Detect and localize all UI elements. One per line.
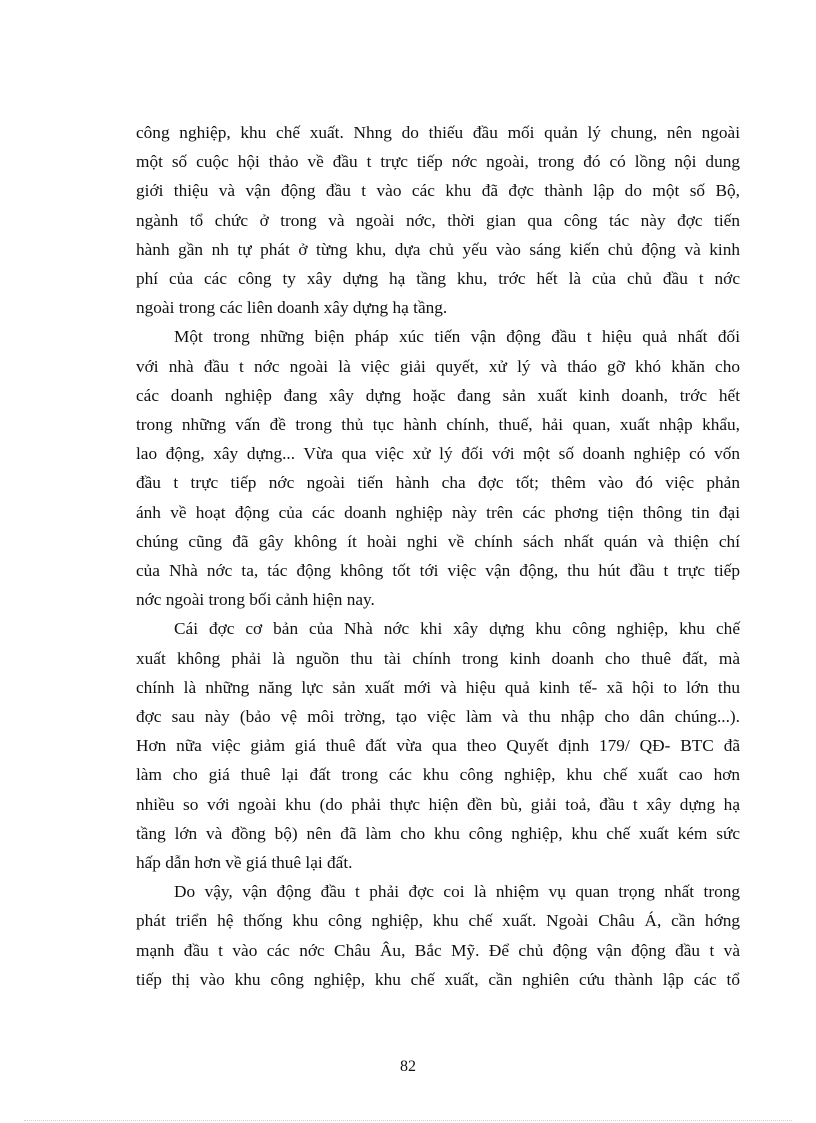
text-line: đợc sau này (bảo vệ môi trờng, tạo việc làm và thu nhập cho dân chúng...). bbox=[136, 707, 740, 727]
text-line: nhiều so với ngoài khu (do phải thực hiện đền bù, giải toả, đầu t xây dựng hạ bbox=[136, 794, 740, 814]
text-line: giới thiệu và vận động đầu t vào các khu đã đợc thành lập do một số Bộ, bbox=[136, 181, 740, 201]
text-line: làm cho giá thuê lại đất trong các khu công nghiệp, khu chế xuất cao hơn bbox=[136, 765, 740, 785]
text-line: xuất không phải là nguồn thu tài chính trong kinh doanh cho thuê đất, mà bbox=[136, 648, 740, 668]
text-line: với nhà đầu t nớc ngoài là việc giải quyết, xử lý và tháo gỡ khó khăn cho bbox=[136, 356, 740, 376]
text-line: Do vậy, vận động đầu t phải đợc coi là nhiệm vụ quan trọng nhất trong bbox=[174, 882, 740, 902]
text-line: Hơn nữa việc giảm giá thuê đất vừa qua theo Quyết định 179/ QĐ- BTC đã bbox=[136, 736, 740, 756]
text-line: hấp dẫn hơn về giá thuê lại đất. bbox=[136, 853, 353, 873]
text-line: phí của các công ty xây dựng hạ tầng khu, trớc hết là của chủ đầu t nớc bbox=[136, 269, 740, 289]
body-paragraph-4 bbox=[136, 877, 740, 994]
page-number: 82 bbox=[400, 1058, 416, 1075]
text-line: Một trong những biện pháp xúc tiến vận động đầu t hiệu quả nhất đối bbox=[174, 327, 740, 347]
text-line: tầng lớn và đồng bộ) nên đã làm cho khu công nghiệp, khu chế xuất kém sức bbox=[136, 823, 740, 843]
text-line: nớc ngoài trong bối cảnh hiện nay. bbox=[136, 590, 375, 610]
text-line: công nghiệp, khu chế xuất. Nhng do thiếu đầu mối quản lý chung, nên ngoài bbox=[136, 123, 740, 142]
text-line: mạnh đầu t vào các nớc Châu Âu, Bắc Mỹ. Để chủ động vận động đầu t và bbox=[136, 940, 740, 960]
text-line: trong những vấn đề trong thủ tục hành chính, thuế, hải quan, xuất nhập khẩu, bbox=[136, 415, 740, 435]
text-line: lao động, xây dựng... Vừa qua việc xử lý đối với một số doanh nghiệp có vốn bbox=[136, 444, 740, 464]
text-line: chúng cũng đã gây không ít hoài nghi về chính sách nhất quán và thiện chí bbox=[136, 531, 740, 551]
body-paragraph-2 bbox=[136, 322, 740, 614]
text-line: một số cuộc hội thảo về đầu t trực tiếp nớc ngoài, trong đó có lồng nội dung bbox=[136, 152, 740, 172]
text-line: ngoài trong các liên doanh xây dựng hạ tầng. bbox=[136, 298, 448, 318]
text-line: của Nhà nớc ta, tác động không tốt tới việc vận động, thu hút đầu t trực tiếp bbox=[136, 561, 740, 581]
text-line: Cái đợc cơ bản của Nhà nớc khi xây dựng khu công nghiệp, khu chế bbox=[174, 619, 740, 639]
text-line: ngành tổ chức ở trong và ngoài nớc, thời gian qua công tác này đợc tiến bbox=[136, 210, 740, 230]
text-line: chính là những năng lực sản xuất mới và hiệu quả kinh tế- xã hội to lớn thu bbox=[136, 677, 740, 697]
text-line: tiếp thị vào khu công nghiệp, khu chế xuất, cần nghiên cứu thành lập các tổ bbox=[136, 969, 740, 989]
page-bottom-border bbox=[24, 1120, 792, 1121]
text-line: hành gần nh tự phát ở từng khu, dựa chủ yếu vào sáng kiến chủ động và kinh bbox=[136, 239, 740, 259]
body-paragraph-1 bbox=[136, 118, 740, 322]
body-paragraph-3 bbox=[136, 614, 740, 877]
text-line: phát triển hệ thống khu công nghiệp, khu chế xuất. Ngoài Châu Á, cần hớng bbox=[136, 911, 740, 931]
text-line: ánh về hoạt động của các doanh nghiệp này trên các phơng tiện thông tin đại bbox=[136, 502, 740, 522]
text-line: đầu t trực tiếp nớc ngoài tiến hành cha đợc tốt; thêm vào đó việc phản bbox=[136, 473, 740, 493]
document-page bbox=[136, 118, 740, 994]
text-line: các doanh nghiệp đang xây dựng hoặc đang sản xuất kinh doanh, trớc hết bbox=[136, 385, 740, 405]
